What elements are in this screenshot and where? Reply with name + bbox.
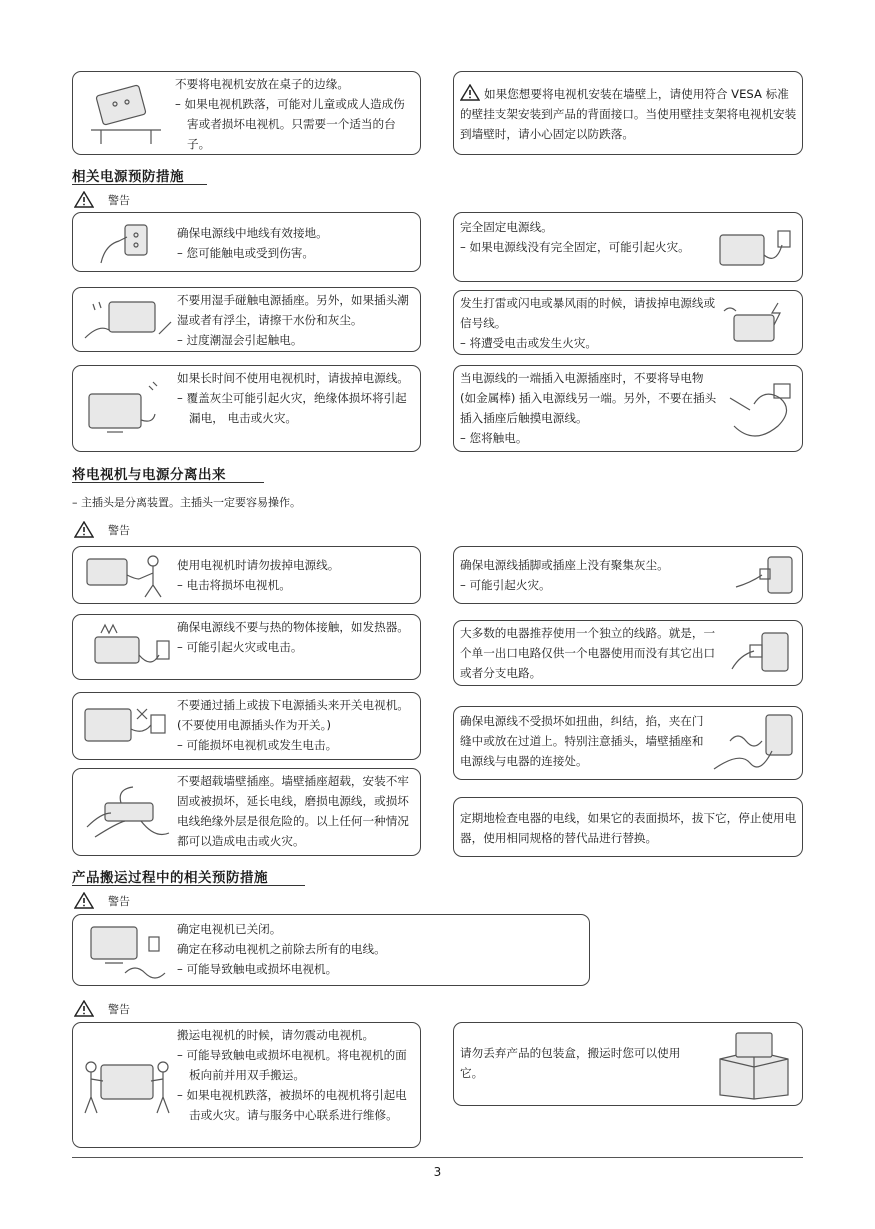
dusty-plug-icon [732,553,798,599]
box-long-unused [72,365,421,452]
text-line: – 可能引起火灾。 [460,578,551,592]
warning-text: 警告 [108,193,130,207]
tv-unplugged-icon [83,380,167,440]
box-keep-packaging [453,1022,803,1106]
text-line: – 过度潮湿会引起触电。 [177,333,303,347]
text-line: – 电击将损坏电视机。 [177,578,291,592]
text-line: 如果您想要将电视机安装在墙壁上，请使用符合 VESA 标准的壁挂支架安装到产品的背面接口。当使用壁挂支架将电视机安装到墙壁时，请小心固定以防跌落。 [460,87,797,141]
text-line: – 如果电源线没有完全固定，可能引起火灾。 [460,240,690,254]
text-line: – 可能导致触电或损坏电视机。 [177,962,338,976]
text-line: 确保电源线不受损坏如扭曲，纠结，掐，夹在门缝中或放在过道上。特别注意插头，墙壁插座和电源线与电器的连接处。 [460,714,704,768]
warning-triangle-icon [74,521,94,538]
footer-rule [72,1157,803,1158]
box-thunderstorm [453,290,803,355]
tv-plug-switch-icon [81,701,175,751]
warning-label [74,191,130,208]
text-line: 不要超载墙壁插座。墙壁插座超载，安装不牢固或被损坏，延长电线，磨损电源线，或损坏电线绝缘外层是很危险的。以上任何一种情况都可以造成电击或火灾。 [177,774,409,848]
box-wet-hands [72,287,421,352]
plug-grounding-icon [93,219,163,267]
text-line: – 覆盖灰尘可能引起火灾，绝缘体损坏将引起漏电， 电击或火灾。 [177,391,407,425]
text-line: – 如果电视机跌落，可能对儿童或成人造成伤害或者损坏电视机。只需要一个适当的台子。 [175,97,405,151]
twisted-cord-icon [710,711,800,777]
box-wall-mount [453,71,803,155]
warning-label [74,892,130,909]
text-line: 完全固定电源线。 [460,220,553,234]
warning-text: 警告 [108,894,130,908]
text-line: 大多数的电器推荐使用一个独立的线路。就是，一个单一出口电路仅供一个电器使用而没有其它出口或者分支电路。 [460,626,716,680]
text-line: 当电源线的一端插入电源插座时，不要将导电物 (如金属棒) 插入电源线另一端。另外，不要在插头插入插座后触摸电源线。 [460,371,717,425]
box-cord-damage [453,706,803,780]
cord-metal-rod-icon [724,380,800,442]
text-line: – 您可能触电或受到伤害。 [177,246,315,260]
warning-triangle-icon [74,892,94,909]
text-line: 不要将电视机安放在桌子的边缘。 [175,77,349,91]
text-line: – 您将触电。 [460,431,528,445]
box-unplug-in-use [72,546,421,604]
text-line: 定期地检查电器的电线，如果它的表面损坏，拔下它，停止使用电器，使用相同规格的替代品进行替换。 [460,811,797,845]
box-table-edge [72,71,421,155]
box-dedicated-circuit [453,620,803,686]
lightning-tv-icon [720,299,798,349]
text-line: – 可能导致触电或损坏电视机。将电视机的面板向前并用双手搬运。 [177,1048,407,1082]
box-turn-off-before-moving [72,914,590,986]
text-line: 确保电源线不要与热的物体接触，如发热器。 [177,620,409,634]
page-number: 3 [433,1165,442,1179]
section-note: – 主插头是分离装置。主插头一定要容易操作。 [72,496,301,509]
text-line: 请勿丢弃产品的包装盒，搬运时您可以使用它。 [460,1046,681,1080]
two-people-carrying-tv-icon [81,1051,173,1121]
tv-falling-table-icon [81,78,171,148]
box-overload-outlet [72,768,421,856]
packaging-box-icon [712,1029,796,1101]
warning-text: 警告 [108,523,130,537]
wet-hand-outlet-icon [79,294,175,348]
tv-cables-removed-icon [85,921,173,981]
text-line: 搬运电视机的时候，请勿震动电视机。 [177,1028,375,1042]
tv-loose-plug-icon [716,225,796,275]
text-line: – 将遭受电击或发生火灾。 [460,336,598,350]
heading-underline [72,885,305,886]
text-line: 如果长时间不使用电视机时，请拔掉电源线。 [177,371,409,385]
box-plug-as-switch [72,692,421,760]
box-dust-plug [453,546,803,604]
warning-triangle-icon [74,191,94,208]
heater-cord-icon [81,619,175,677]
box-ground-wire [72,212,421,272]
text-line: 确定电视机已关闭。 [177,922,282,936]
heading-underline [72,184,207,185]
box-secure-cord [453,212,803,282]
overloaded-outlet-icon [81,783,175,843]
warning-label [74,1000,130,1017]
text-line: 确保电源线中地线有效接地。 [177,226,328,240]
heading-underline [72,482,264,483]
warning-triangle-icon [74,1000,94,1017]
section-title-moving: 产品搬运过程中的相关预防措施 [72,870,268,886]
box-carry-tv [72,1022,421,1148]
box-inspect-cord [453,797,803,857]
section-title-disconnect: 将电视机与电源分离出来 [72,467,226,483]
text-line: 不要通过插上或拔下电源插头来开关电视机。(不要使用电源插头作为开关。) [177,698,409,732]
text-line: 使用电视机时请勿拔掉电源线。 [177,558,340,572]
text-line: – 可能引起火灾或电击。 [177,640,303,654]
warning-triangle-icon [460,84,480,101]
box-conductive-object [453,365,803,452]
text-line: 确定在移动电视机之前除去所有的电线。 [177,942,386,956]
warning-text: 警告 [108,1002,130,1016]
text-line: 不要用湿手碰触电源插座。另外，如果插头潮湿或者有浮尘，请擦干水份和灰尘。 [177,293,409,327]
text-line: – 可能损坏电视机或发生电击。 [177,738,338,752]
box-hot-objects [72,614,421,680]
warning-label [74,521,130,538]
text-line: – 如果电视机跌落，被损坏的电视机将引起电击或火灾。请与服务中心联系进行维修。 [177,1088,407,1122]
person-pulling-plug-icon [81,551,171,601]
section-title-power: 相关电源预防措施 [72,169,184,185]
text-line: 确保电源线插脚或插座上没有聚集灰尘。 [460,558,669,572]
text-line: 发生打雷或闪电或暴风雨的时候，请拔掉电源线或信号线。 [460,296,716,330]
single-outlet-icon [726,627,798,679]
